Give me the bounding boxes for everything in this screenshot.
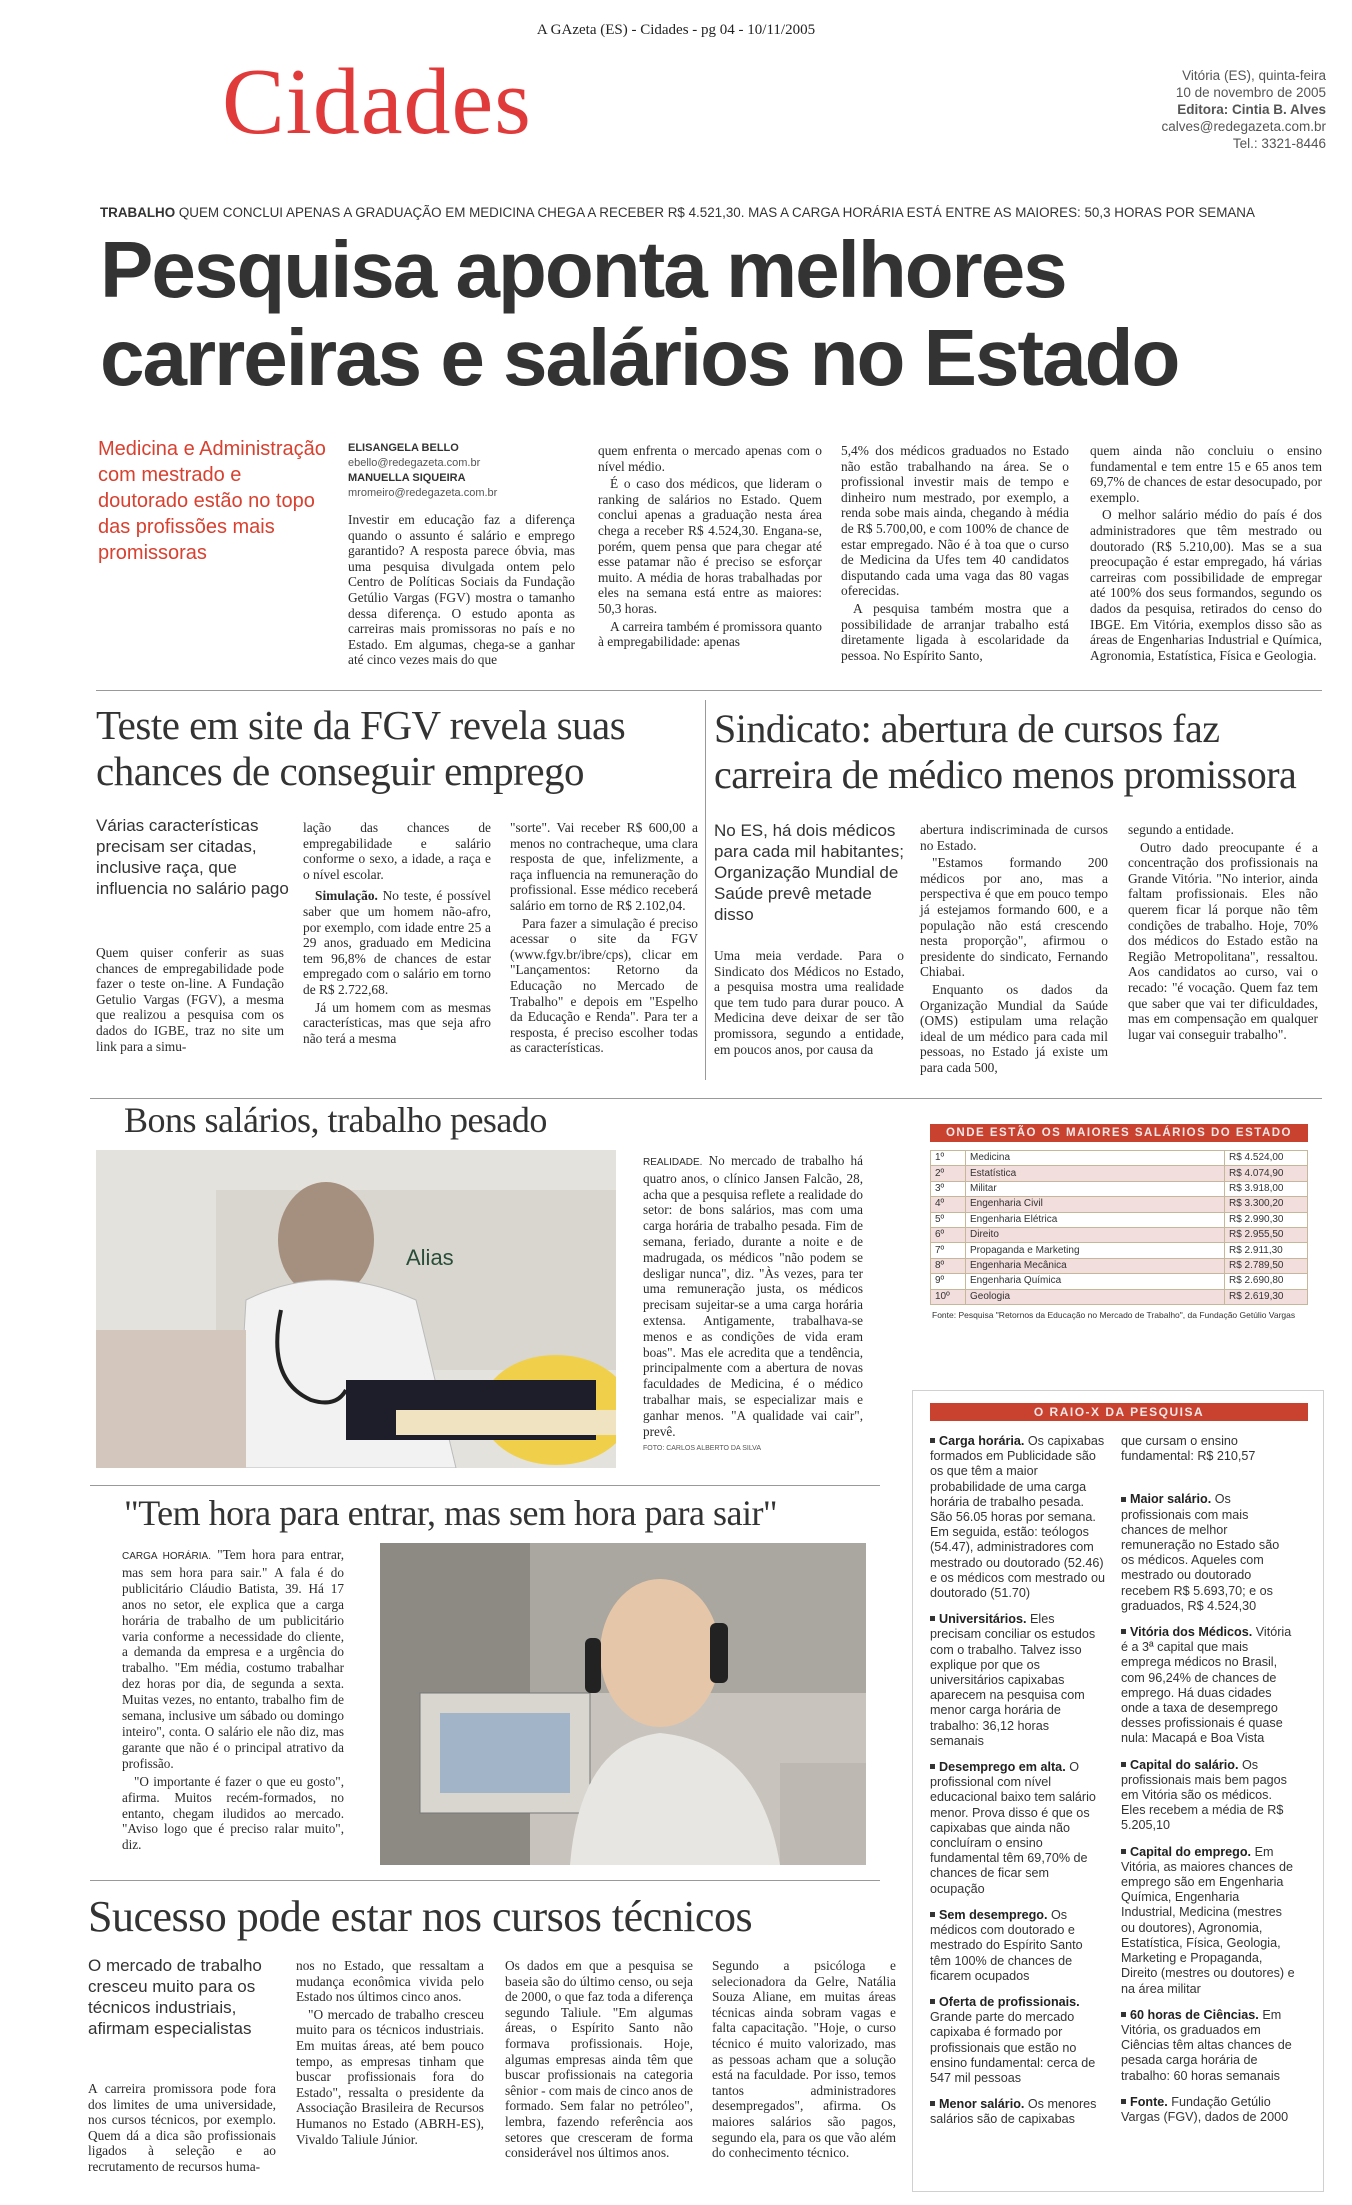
field-cell: Medicina <box>966 1151 1225 1166</box>
bullet-icon <box>1121 1762 1126 1767</box>
table-row <box>931 1151 1308 1166</box>
fgv-title <box>96 702 625 794</box>
raio-x-item <box>1121 2008 1295 2084</box>
masthead-city-date: Vitória (ES), quinta-feira <box>1182 68 1326 83</box>
raio-x-item <box>930 1612 1105 1749</box>
sindicato-paragraph: Uma meia verdade. Para o Sindicato dos Médicos no Estado, a pesquisa mostra uma realidade que tem tudo para durar pouco. A Medicina deve deixar de ser tão promissora, segundo a entidade, em poucos anos, por causa da <box>714 948 904 1057</box>
raio-x-item-label: Desemprego em alta. <box>939 1760 1066 1775</box>
salary-table <box>930 1150 1308 1305</box>
lead-column-2 <box>598 443 822 652</box>
bons-salarios-title: Bons salários, trabalho pesado <box>124 1100 547 1140</box>
masthead-email: calves@redegazeta.com.br <box>1161 119 1326 134</box>
kicker-label: TRABALHO <box>100 205 176 220</box>
salary-cell: R$ 2.990,30 <box>1225 1212 1308 1227</box>
salary-table-title: ONDE ESTÃO OS MAIORES SALÁRIOS DO ESTADO <box>930 1124 1308 1142</box>
fgv-title-line-2: chances de conseguir emprego <box>96 748 585 794</box>
raio-x-item <box>930 1760 1105 1897</box>
rank-cell: 3º <box>931 1181 966 1196</box>
raio-x-item-text: O profissional com nível educacional baixo tem salário menor. Prova disso é que os capixabas que ainda não concluíram o ensino fundamental têm 69,70% de chances de ficar sem ocupação <box>930 1760 1096 1896</box>
bullet-icon <box>1121 2099 1126 2104</box>
raio-x-item <box>1121 1625 1295 1747</box>
lead-paragraph: É o caso dos médicos, que lideram o ranking de salários no Estado. Quem conclui apenas a graduação nesta área chega a receber R$ 4.524,30. Engana-se, porém, quem pensa que para chegar até esse patamar não é preciso se esforçar muito. A média de horas trabalhadas por eles na semana está entre as maiores: 50,3 horas. <box>598 476 822 616</box>
hora-text <box>122 1547 344 1855</box>
sindicato-title <box>714 706 1296 798</box>
lead-column-4 <box>1090 443 1322 665</box>
divider <box>96 690 1322 691</box>
sindicato-column-1 <box>714 948 904 1059</box>
doctor-photo <box>96 1150 616 1468</box>
raio-x-item-text: Em Vitória, as maiores chances de emprego são em Engenharia Química, Engenharia Industrial, Medicina (mestres ou doutores), Agronomia, Estatística, Física, Geologia, Marketing e Propaganda, Direito (mestres ou doutores) e na área militar <box>1121 1844 1295 1996</box>
headline-line-1: Pesquisa aponta melhores <box>100 225 1066 314</box>
lead-paragraph: quem ainda não concluiu o ensino fundamental e tem entre 15 e 65 anos tem 69,7% de chances de estar desocupado, por exemplo. <box>1090 443 1323 505</box>
bons-salarios-text <box>643 1153 863 1457</box>
main-headline <box>100 226 1178 402</box>
raio-x-item <box>1121 2095 1295 2125</box>
raio-x-item-label: Sem desemprego. <box>939 1907 1048 1922</box>
field-cell: Militar <box>966 1181 1225 1196</box>
fgv-paragraph <box>303 888 491 997</box>
sucesso-subhead: O mercado de trabalho cresceu muito para os técnicos industriais, afirmam especialistas <box>88 1956 262 2038</box>
raio-x-item-text: Os profissionais com mais chances de melhor remuneração no Estado são os médicos. Aqueles com mestrado ou doutorado recebem R$ 5.693,70; e os graduados, R$ 4.524,30 <box>1121 1492 1280 1613</box>
sucesso-paragraph: nos no Estado, que ressaltam a mudança econômica vivida pelo Estado nos últimos cinco anos. <box>296 1958 484 2005</box>
bullet-icon <box>1121 1497 1126 1502</box>
rank-cell: 8º <box>931 1258 966 1273</box>
fgv-paragraph: Já um homem com as mesmas características, mas que seja afro não terá a mesma <box>303 999 491 1046</box>
bullet-icon <box>930 1999 935 2004</box>
author-email: ebello@redegazeta.com.br <box>348 457 481 469</box>
divider <box>90 1880 880 1881</box>
lead-paragraph: A carreira também é promissora quanto à empregabilidade: apenas <box>598 618 822 650</box>
divider <box>90 1098 1322 1099</box>
field-cell: Estatística <box>966 1166 1225 1181</box>
field-cell: Engenharia Elétrica <box>966 1212 1225 1227</box>
raio-x-item-label: Vitória dos Médicos. <box>1130 1625 1253 1640</box>
lead-paragraph: A pesquisa também mostra que a possibilidade de arranjar trabalho está diretamente ligada à escolaridade da pessoa. No Espírito Santo, <box>841 600 1069 663</box>
salary-cell: R$ 2.955,50 <box>1225 1227 1308 1242</box>
raio-x-item <box>930 1908 1105 1984</box>
raio-x-item <box>930 1434 1105 1601</box>
bullet-icon <box>1121 2012 1126 2017</box>
field-cell: Engenharia Civil <box>966 1197 1225 1212</box>
bullet-icon <box>930 1764 935 1769</box>
headline-line-2: carreiras e salários no Estado <box>100 313 1179 402</box>
fgv-title-line-1: Teste em site da FGV revela suas <box>96 702 626 748</box>
rank-cell: 4º <box>931 1197 966 1212</box>
raio-x-item-label: Fonte. <box>1130 2094 1168 2109</box>
fgv-column-1 <box>96 945 284 1056</box>
bullet-icon <box>930 1438 935 1443</box>
fgv-paragraph: Quem quiser conferir as suas chances de empregabilidade pode fazer o teste on-line. A Fundação Getulio Vargas (FGV), a mesma que realizou a pesquisa com os dados do IGBE, traz no site um link para a simu- <box>96 945 284 1054</box>
raio-x-item <box>1121 1758 1295 1834</box>
field-cell: Propaganda e Marketing <box>966 1243 1225 1258</box>
rank-cell: 7º <box>931 1243 966 1258</box>
raio-x-title: O RAIO-X DA PESQUISA <box>930 1403 1308 1421</box>
table-row <box>931 1227 1308 1242</box>
salary-cell: R$ 2.690,80 <box>1225 1274 1308 1289</box>
sindicato-title-line-1: Sindicato: abertura de cursos faz <box>714 706 1220 751</box>
hora-paragraph <box>122 1547 344 1772</box>
doctor-photo-illustration <box>96 1150 616 1468</box>
sucesso-column-4 <box>712 1958 896 2163</box>
rank-cell: 10º <box>931 1289 966 1304</box>
divider <box>90 1485 880 1486</box>
bullet-icon <box>930 1616 935 1621</box>
salary-table-box <box>912 1118 1326 1346</box>
table-row <box>931 1212 1308 1227</box>
raio-x-column-2 <box>1121 1434 1295 2136</box>
raio-x-item-label: Oferta de profissionais. <box>939 1994 1080 2009</box>
table-row <box>931 1243 1308 1258</box>
table-row <box>931 1258 1308 1273</box>
rank-cell: 6º <box>931 1227 966 1242</box>
raio-x-item <box>930 1995 1105 2086</box>
fgv-column-3 <box>510 820 698 1058</box>
bullet-icon <box>930 1912 935 1917</box>
sindicato-title-line-2: carreira de médico menos promissora <box>714 752 1297 797</box>
sindicato-paragraph: "Estamos formando 200 médicos por ano, mas a perspectiva é que em pouco tempo já estejamos formando 600, e a população não está crescendo nesta proporção", afirmou o presidente do sindicato, Fernando Chiabai. <box>920 855 1108 980</box>
raio-x-continuation: que cursam o ensino fundamental: R$ 210,57 <box>1121 1434 1256 1464</box>
sindicato-paragraph: Enquanto os dados da Organização Mundial da Saúde (OMS) estipulam uma relação ideal de um médico para cada mil pessoas, no Estado já existe um para cada 500, <box>920 981 1108 1075</box>
lead-column-3 <box>841 443 1069 665</box>
raio-x-item-text: Fundação Getúlio Vargas (FGV), dados de 2000 <box>1121 2094 1289 2124</box>
hora-paragraph: "O importante é fazer o que eu gosto", afirma. Muitos recém-formados, no entanto, chegam iludidos ao mercado. "Aviso logo que é preciso ralar muito", diz. <box>122 1773 344 1853</box>
rank-cell: 2º <box>931 1166 966 1181</box>
sindicato-paragraph: segundo a entidade. <box>1128 822 1234 837</box>
kicker-text: QUEM CONCLUI APENAS A GRADUAÇÃO EM MEDICINA CHEGA A RECEBER R$ 4.521,30. MAS A CARGA HORÁRIA ESTÁ ENTRE AS MAIORES: 50,3 HORAS POR SEMANA <box>178 205 1255 220</box>
hora-title: "Tem hora para entrar, mas sem hora para sair" <box>124 1493 778 1533</box>
raio-x-item-label: Menor salário. <box>939 2097 1025 2112</box>
table-row <box>931 1197 1308 1212</box>
raio-x-item <box>1121 1845 1295 1997</box>
masthead-editor: Editora: Cintia B. Alves <box>1177 102 1326 117</box>
lead-paragraph: quem enfrenta o mercado apenas com o nível médio. <box>598 443 822 474</box>
coat-text: Alias <box>406 1245 454 1270</box>
bons-label: REALIDADE. <box>643 1157 703 1168</box>
salary-cell: R$ 4.524,00 <box>1225 1151 1308 1166</box>
sindicato-paragraph: abertura indiscriminada de cursos no Estado. <box>920 822 1108 853</box>
raio-x-item-text: Grande parte do mercado capixaba é formado por profissionais que estão no ensino fundamental: cerca de 547 mil pessoas <box>930 2010 1096 2085</box>
sindicato-column-2 <box>920 822 1108 1078</box>
rank-cell: 5º <box>931 1212 966 1227</box>
fgv-label: Simulação. <box>315 888 378 904</box>
salary-cell: R$ 3.300,20 <box>1225 1197 1308 1212</box>
masthead-date: 10 de novembro de 2005 <box>1175 85 1326 100</box>
author-name: MANUELLA SIQUEIRA <box>348 472 466 484</box>
column-divider <box>705 700 706 1080</box>
fgv-paragraph: lação das chances de empregabilidade e salário conforme o sexo, a idade, a raça e o nível escolar. <box>303 820 491 882</box>
salary-cell: R$ 2.619,30 <box>1225 1289 1308 1304</box>
sucesso-paragraph: Os dados em que a pesquisa se baseia são do último censo, ou seja de 2000, o que faz toda a diferença segundo Taliule. "Em algumas áreas, o Espírito Santo não formava profissionais. Hoje, algumas empresas ainda têm que buscar profissionais na categoria sênior - com mais de cinco anos de formado. Sem falar no petróleo", lembra, fazendo referência aos setores que cresceram de forma considerável nos últimos anos. <box>505 1958 693 2161</box>
sucesso-paragraph: Segundo a psicóloga e selecionadora da Gelre, Natália Souza Aliane, em muitas áreas técnicas ainda sobram vagas e falta capacitação. "Hoje, o curso técnico é muito valorizado, mas as pessoas acham que a solução está na faculdade. Por isso, temos tantos administradores desempregados", afirma. Os maiores salários são pagos, segundo ela, para os que vão além do conhecimento técnico. <box>712 1958 896 2161</box>
sucesso-paragraph: A carreira promissora pode fora dos limites de uma universidade, nos cursos técnicos, por exemplo. Quem dá a dica são profissionais ligados à seleção e ao recrutamento de recursos huma- <box>88 2081 276 2174</box>
salary-cell: R$ 3.918,00 <box>1225 1181 1308 1196</box>
rank-cell: 9º <box>931 1274 966 1289</box>
lead-paragraph: 5,4% dos médicos graduados no Estado não estão trabalhando na área. Se o profissional investir mais de tempo e dinheiro num mestrado, por exemplo, a renda sobe mais ainda, chegando à média de R$ 5.700,00, e com 100% de chance de estar empregado. Não é à toa que o curso de Medicina da Ufes tem 40 candidatos disputando cada uma vaga das 80 vagas oferecidas. <box>841 443 1069 599</box>
raio-x-item-label: Carga horária. <box>939 1434 1025 1448</box>
bullet-icon <box>930 2101 935 2106</box>
lead-paragraph: O melhor salário médio do país é dos administradores que têm mestrado ou doutorado (R$ 5.210,00). Mas se a sua preocupação é estar empregado, há várias carreiras com possibilidade de empregar até 100% dos seus formandos, segundo os dados da pesquisa, retirados do censo do IBGE. Em Vitória, exemplos disso são as áreas de Engenharias Industrial e Química, Agronomia, Estatística, Física e Geologia. <box>1090 507 1322 663</box>
fgv-paragraph: "sorte". Vai receber R$ 600,00 a menos no contracheque, uma clara resposta de que, infelizmente, a raça influencia na remuneração do profissional. Esse médico receberá salário em torno de R$ 2.102,04. <box>510 820 698 913</box>
sindicato-subhead: No ES, há dois médicos para cada mil habitantes; Organização Mundial de Saúde prevê metade disso <box>714 821 904 924</box>
sucesso-title: Sucesso pode estar nos cursos técnicos <box>88 1892 753 1941</box>
sindicato-paragraph: Outro dado preocupante é a concentração dos profissionais na Grande Vitória. "No interior, ainda faltam profissionais. Eles não querem ficar lá porque não têm condições de trabalho. Hoje, 70% dos médicos do Estado estão na Região Metropolitana", ressaltou. Aos candidatos ao curso, vai o recado: "é vocação. Quem faz tem que saber que vai ter dificuldades, mas em compensação em qualquer lugar vai conseguir trabalho". <box>1128 839 1318 1042</box>
kicker <box>100 205 1320 220</box>
raio-x-item-text: Eles precisam conciliar os estudos com o trabalho. Talvez isso explique por que os universitários capixabas aparecem na pesquisa com menor carga horária de trabalho: 36,12 horas semanais <box>930 1612 1096 1748</box>
byline <box>348 441 568 501</box>
raio-x-item-label: Universitários. <box>939 1612 1027 1627</box>
author-email: mromeiro@redegazeta.com.br <box>348 487 498 499</box>
masthead-phone: Tel.: 3321-8446 <box>1232 136 1326 151</box>
table-row <box>931 1274 1308 1289</box>
author-name: ELISANGELA BELLO <box>348 442 459 454</box>
raio-x-item-text: Em Vitória, os graduados em Ciências têm altas chances de pesada carga horária de trabalho: 60 horas semanais <box>1121 2007 1292 2083</box>
photo-credit: FOTO: CARLOS ALBERTO DA SILVA <box>643 1445 762 1453</box>
page-caption: A GAzeta (ES) - Cidades - pg 04 - 10/11/2005 <box>536 22 816 38</box>
lead-column-1 <box>348 512 575 670</box>
raio-x-item-text: Os capixabas formados em Publicidade são os que têm a maior probabilidade de uma carga horária de trabalho pesada. São 56.05 horas por semana. Em seguida, estão: teólogos (54.47), administradores com mestrado ou doutorado (52.46) e os médicos com mestrado ou doutorado (51.70) <box>930 1434 1105 1601</box>
raio-x-item <box>1121 1492 1295 1614</box>
lead-paragraph: Investir em educação faz a diferença quando o assunto é salário e emprego garantido? A resposta parece óbvia, mas uma pesquisa divulgada ontem pelo Centro de Políticas Sociais da Fundação Getúlio Vargas (FGV) mostra o tamanho dessa diferença. O estudo aponta as carreiras mais promissoras no país e no Estado. Em algumas, chega-se a ganhar até cinco vezes mais do que <box>348 512 575 668</box>
fgv-column-2 <box>303 820 491 1048</box>
section-title: Cidades <box>222 50 532 154</box>
lead-subhead: Medicina e Administração com mestrado e doutorado estão no topo das profissões mais promissoras <box>98 438 326 564</box>
hora-label: CARGA HORÁRIA. <box>122 1551 212 1562</box>
publicist-photo-illustration <box>380 1543 866 1865</box>
bons-paragraph <box>643 1153 863 1439</box>
sucesso-column-1 <box>88 2081 276 2177</box>
raio-x-item-text: Os médicos com doutorado e mestrado do Espírito Santo têm 100% de chances de ficarem ocupados <box>930 1907 1083 1983</box>
raio-x-item-text: Os menores salários são de capixabas <box>930 2097 1097 2127</box>
table-row <box>931 1166 1308 1181</box>
field-cell: Engenharia Química <box>966 1274 1225 1289</box>
salary-cell: R$ 2.789,50 <box>1225 1258 1308 1273</box>
raio-x-column-1 <box>930 1434 1105 2139</box>
publicist-photo <box>380 1543 866 1865</box>
sucesso-column-3 <box>505 1958 693 2163</box>
sindicato-column-3 <box>1128 822 1318 1044</box>
bons-text: No mercado de trabalho há quatro anos, o clínico Jansen Falcão, 28, acha que a pesquisa reflete a realidade do setor: de bons salários, mas com uma carga horária de trabalho pesada. Fim de semana, feriado, durante a noite e de madrugada, os médicos "não podem se desligar nunca", diz. "Às vezes, para ter uma remuneração justa, os médicos precisam sujeitar-se a uma carga horária extensa. Antigamente, trabalhava-se menos e as condições de vida eram boas". Mas ele acredita que a tendência, principalmente com a abertura de novas faculdades de Medicina, é o médico trabalhar mais, se especializar mais e ganhar menos. "A qualidade vai cair", prevê. <box>643 1153 863 1439</box>
sucesso-paragraph: "O mercado de trabalho cresceu muito para os técnicos industriais. Em muitas áreas, até bem pouco tempo, as empresas tinham que buscar profissionais fora do Estado", ressalta o presidente da Associação Brasileira de Recursos Humanos no Estado (ABRH-ES), Vivaldo Taliule Júnior. <box>296 2006 484 2147</box>
fgv-subhead: Várias características precisam ser citadas, inclusive raça, que influencia no salário pago <box>96 816 289 898</box>
hora-text-1: "Tem hora para entrar, mas sem hora para sair." A fala é do publicitário Cláudio Batista, 39. Há 17 anos no setor, ele explica que a carga horária de trabalho de um publicitário varia conforme a necessidade do cliente, a demanda da empresa e a urgência do trabalho. "Em média, costumo trabalhar dez horas por dia, de segunda a sexta. Muitas vezes, no entanto, trabalho fim de semana, inclusive um sábado ou domingo inteiro", conta. O salário ele não diz, mas garante que não é o principal atrativo da profissão. <box>122 1547 344 1771</box>
bullet-icon <box>1121 1629 1126 1634</box>
masthead <box>1161 67 1326 152</box>
field-cell: Direito <box>966 1227 1225 1242</box>
field-cell: Engenharia Mecânica <box>966 1258 1225 1273</box>
raio-x-item-label: Capital do emprego. <box>1130 1844 1252 1859</box>
table-row <box>931 1289 1308 1304</box>
raio-x-item-label: Capital do salário. <box>1130 1757 1239 1772</box>
raio-x-item-text: Os profissionais mais bem pagos em Vitória são os médicos. Eles recebem a média de R$ 5.205,10 <box>1121 1757 1287 1833</box>
salary-cell: R$ 4.074,90 <box>1225 1166 1308 1181</box>
raio-x-item-label: 60 horas de Ciências. <box>1130 2007 1259 2022</box>
fgv-text: No teste, é possível saber que um homem não-afro, por exemplo, com idade entre 25 a 29 anos, graduado em Medicina tem 96,8% de chances de estar empregado com o salário em torno de R$ 2.722,68. <box>303 888 491 997</box>
bullet-icon <box>1121 1849 1126 1854</box>
field-cell: Geologia <box>966 1289 1225 1304</box>
table-row <box>931 1181 1308 1196</box>
fgv-paragraph: Para fazer a simulação é preciso acessar o site da FGV (www.fgv.br/ibre/cps), clicar em "Lançamentos: Retorno da Educação no Mercado de Trabalho" e depois em "Espelho da Educação e Renda". Para ter a resposta, é preciso escolher todas as características. <box>510 915 698 1056</box>
salary-cell: R$ 2.911,30 <box>1225 1243 1308 1258</box>
sucesso-column-2 <box>296 1958 484 2149</box>
raio-x-item-label: Maior salário. <box>1130 1492 1212 1507</box>
raio-x-item <box>930 2097 1105 2127</box>
rank-cell: 1º <box>931 1151 966 1166</box>
raio-x-item-text: Vitória é a 3ª capital que mais emprega médicos no Brasil, com 96,24% de chances de emprego. Há duas cidades onde a taxa de desemprego desses profissionais é quase nula: Macapá e Boa Vista <box>1121 1625 1292 1746</box>
salary-table-source: Fonte: Pesquisa "Retornos da Educação no Mercado de Trabalho", da Fundação Getúlio Vargas <box>932 1309 1296 1320</box>
